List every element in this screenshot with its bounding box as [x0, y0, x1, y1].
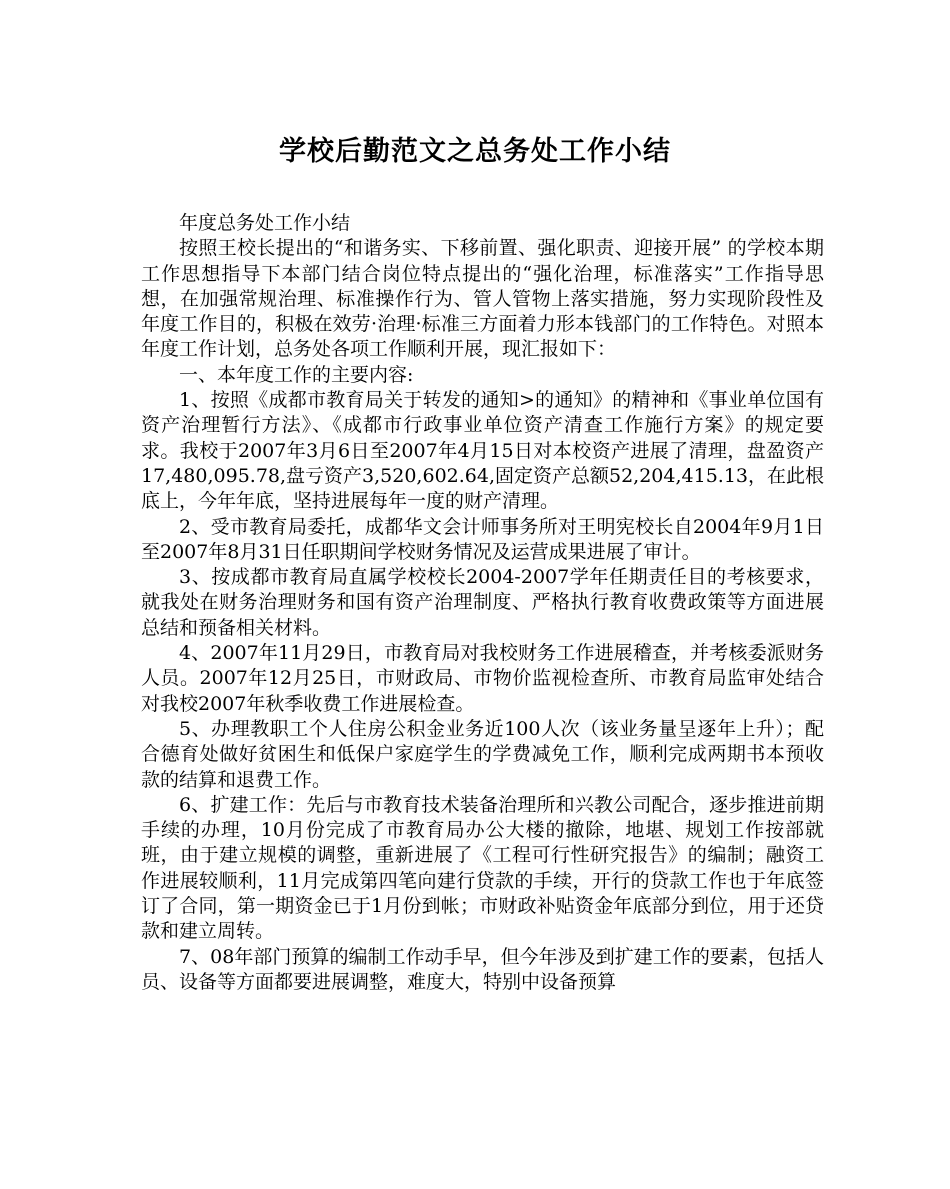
paragraph-item-3: 3、按成都市教育局直属学校校长2004-2007学年任期责任目的考核要求，就我处在财务治理财务和国有资产治理制度、严格执行教育收费政策等方面进展总结和预备相关材料。	[141, 566, 824, 639]
paragraph-item-4: 4、2007年11月29日，市教育局对我校财务工作进展稽查，并考核委派财务人员。2007年12月25日，市财政局、市物价监视检查所、市教育局监审处结合对我校2007年秋季收费工作进展检查。	[141, 642, 824, 715]
paragraph-item-7: 7、08年部门预算的编制工作动手早，但今年涉及到扩建工作的要素，包括人员、设备等方面都要进展调整，难度大，特别中设备预算	[141, 945, 824, 993]
document-title: 学校后勤范文之总务处工作小结	[279, 136, 671, 167]
paragraph-intro: 按照王校长提出的“和谐务实、下移前置、强化职责、迎接开展” 的学校本期工作思想指导下本部门结合岗位特点提出的“强化治理，标准落实”工作指导思想，在加强常规治理、标准操作行为、管人管物上落实措施，努力实现阶段性及年度工作目的，积极在效劳·治理·标准三方面着力形本钱部门的工作特色。对照本年度工作计划，总务处各项工作顺利开展，现汇报如下：	[141, 237, 824, 361]
paragraph-subtitle: 年度总务处工作小结	[179, 212, 351, 234]
document-body	[141, 211, 824, 995]
paragraph-item-6: 6、扩建工作：先后与市教育技术装备治理所和兴教公司配合，逐步推进前期手续的办理，10月份完成了市教育局办公大楼的撤除，地堪、规划工作按部就班，由于建立规模的调整，重新进展了《工程可行性研究报告》的编制；融资工作进展较顺利，11月完成第四笔向建行贷款的手续，开行的贷款工作也于年底签订了合同，第一期资金已于1月份到帐；市财政补贴资金年底部分到位，用于还贷款和建立周转。	[141, 793, 824, 943]
section-heading: 一、本年度工作的主要内容:	[179, 363, 414, 386]
paragraph-item-2: 2、受市教育局委托，成都华文会计师事务所对王明宪校长自2004年9月1日至2007年8月31日任职期间学校财务情况及运营成果进展了审计。	[141, 515, 824, 563]
paragraph-item-1: 1、按照《成都市教育局关于转发的通知>的通知》的精神和《事业单位国有资产治理暂行方法》、《成都市行政事业单位资产清查工作施行方案》的规定要求。我校于2007年3月6日至2007年4月15日对本校资产进展了清理，盘盈资产17,480,095.78,盘亏资产3,520,602.64,固定资产总额52,204,415.13，在此根底上，今年年底，坚持进展每年一度的财产清理。	[141, 389, 824, 513]
paragraph-item-5: 5、办理教职工个人住房公积金业务近100人次（该业务量呈逐年上升）；配合德育处做好贫困生和低保户家庭学生的学费减免工作，顺利完成两期书本预收款的结算和退费工作。	[141, 717, 824, 791]
